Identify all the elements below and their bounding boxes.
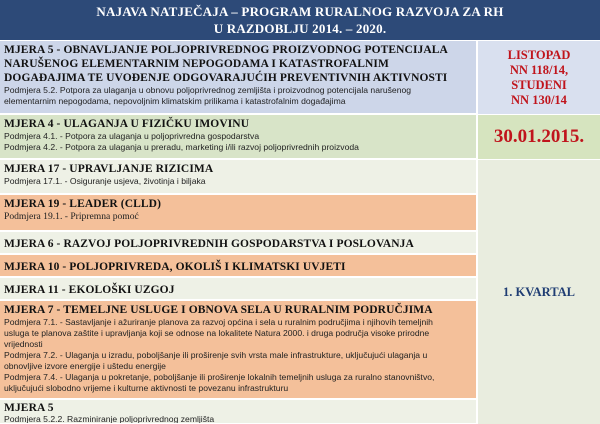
- row-mjera-4: [0, 115, 476, 159]
- row-mjera-7: [0, 301, 476, 399]
- row-heading: MJERA 11 - EKOLOŠKI UZGOJ: [4, 284, 175, 296]
- slide-title: [0, 0, 600, 40]
- title-line-2: U RAZDOBLJU 2014. – 2020.: [213, 21, 387, 36]
- row-subtext: Podmjera 19.1. - Pripremna pomoć: [4, 211, 139, 222]
- date-cell-30-01-2015: 30.01.2015.: [478, 115, 600, 159]
- row-mjera-5-obnavljanje: [0, 41, 476, 114]
- row-heading: MJERA 17 - UPRAVLJANJE RIZICIMA: [4, 163, 214, 175]
- row-heading: MJERA 4 - ULAGANJA U FIZIČKU IMOVINU: [4, 118, 250, 130]
- row-heading: MJERA 5 - OBNAVLJANJE POLJOPRIVREDNOG PROIZVODNOG POTENCIJALA NARUŠENOG ELEMENTARNIM NEPOGODAMA I KATASTROFALNIM DOGAĐAJIMA TE UVOĐENJE ODGOVARAJUĆIH PREVENTIVNIH AKTIVNOSTI: [4, 44, 448, 84]
- row-mjera-10: [0, 255, 476, 277]
- row-subtext: Podmjera 5.2.2. Razminiranje poljoprivrednog zemljišta: [4, 414, 215, 424]
- row-heading: MJERA 7 - TEMELJNE USLUGE I OBNOVA SELA U RURALNIM PODRUČJIMA: [4, 304, 433, 316]
- row-subtext: Podmjera 5.2. Potpora za ulaganja u obnovu poljoprivrednog zemljišta i proizvodnog potencijala narušenog elementarnim nepogodama, nepovoljnim klimatskim prilikama i katastrofalnim događajima: [4, 85, 412, 106]
- row-heading: MJERA 6 - RAZVOJ POLJOPRIVREDNIH GOSPODARSTVA I POSLOVANJA: [4, 238, 414, 250]
- row-mjera-19: [0, 195, 476, 231]
- row-heading: MJERA 5: [4, 402, 54, 414]
- row-subtext: Podmjera 4.1. - Potpora za ulaganja u poljoprivredna gospodarstva Podmjera 4.2. - Potpora za ulaganja u preradu, marketing i/ili razvoj poljoprivrednih proizvoda: [4, 131, 359, 152]
- row-subtext: Podmjera 7.1. - Sastavljanje i ažuriranje planova za razvoj općina i sela u ruralnim područjima i njihovih temeljnih usluga te planova zaštite i upravljanja koji se odnose na lokalitete Natura 2000. i druga područja visoke prirodne vrijednosti Podmjera 7.2. - Ulaganja u izradu, poboljšanje ili proširenje svih vrsta male infrastrukture, uključujući ulaganja u obnovljive izvore energije i uštedu energije Podmjera 7.4. - Ulaganja u pokretanje, poboljšanje ili proširenje lokalnih temeljnih usluga za ruralno stanovništvo, uključujući slobodno vrijeme i kulturne aktivnosti te povezanu infrastrukturu: [4, 317, 435, 393]
- date-cell-listopad: LISTOPAD NN 118/14, STUDENI NN 130/14: [478, 41, 600, 114]
- title-line-1: NAJAVA NATJEČAJA – PROGRAM RURALNOG RAZVOJA ZA RH: [96, 4, 504, 19]
- row-mjera-6: [0, 232, 476, 254]
- row-subtext: Podmjera 17.1. - Osiguranje usjeva, životinja i biljaka: [4, 176, 206, 186]
- row-mjera-17: [0, 160, 476, 194]
- row-heading: MJERA 10 - POLJOPRIVREDA, OKOLIŠ I KLIMATSKI UVJETI: [4, 261, 346, 273]
- date-cell-1-kvartal: 1. KVARTAL: [478, 160, 600, 424]
- row-mjera-5-razminiranje: [0, 400, 476, 424]
- measures-table: [0, 40, 600, 424]
- row-heading: MJERA 19 - LEADER (CLLD): [4, 198, 162, 210]
- row-mjera-11: [0, 278, 476, 300]
